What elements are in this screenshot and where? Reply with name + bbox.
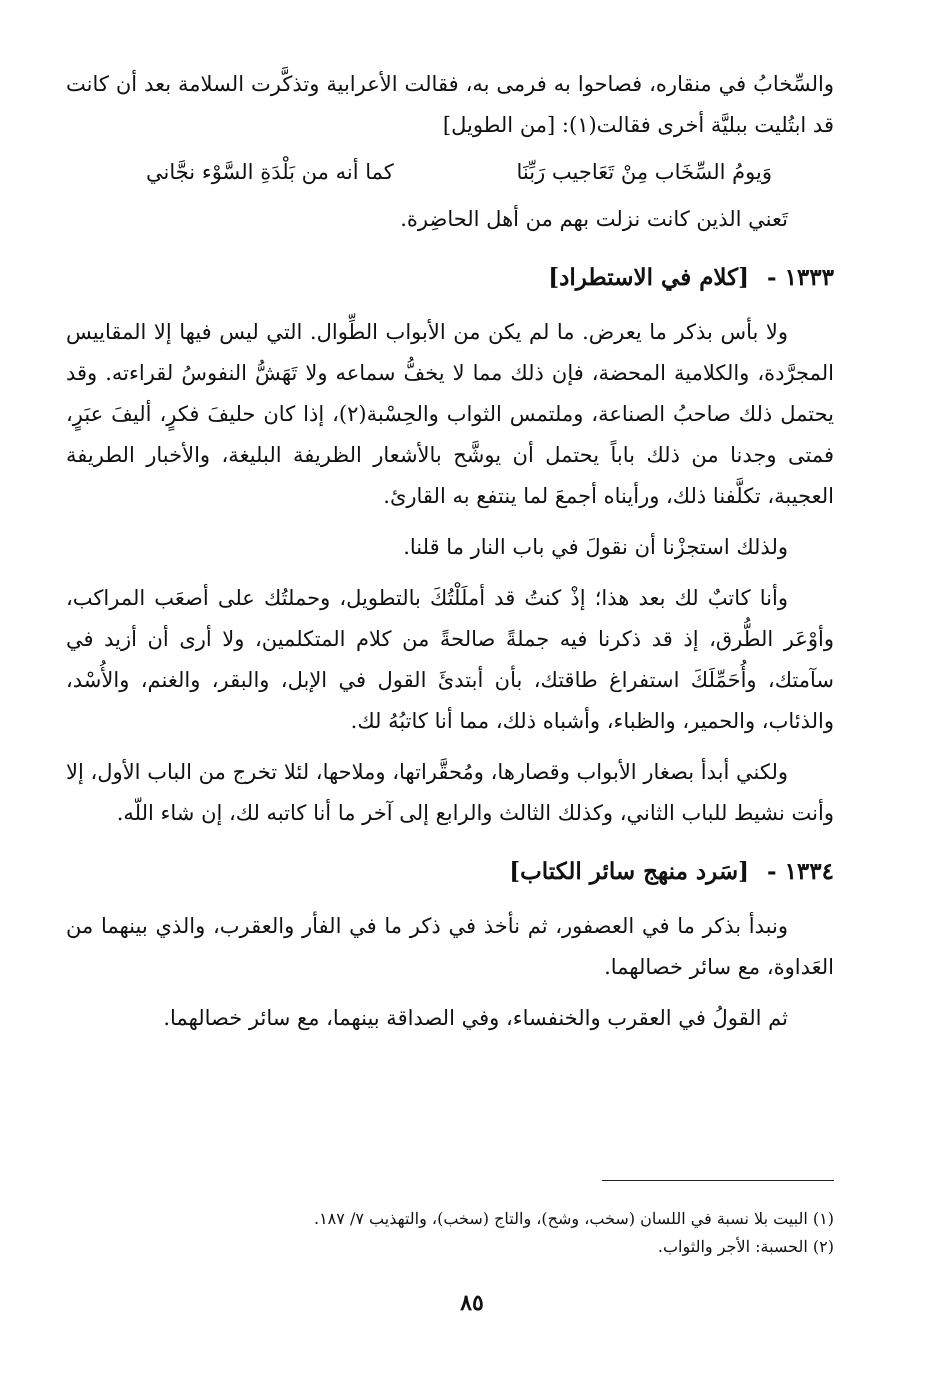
section-title: [سَرد منهج سائر الكتاب] [509, 858, 749, 885]
section-heading-1333 [66, 258, 834, 298]
intro-paragraph: والسِّخابُ في منقاره، فصاحوا به فرمى به، فقالت الأعرابية وتذكَّرت السلامة بعد أن كانت قد ابتُليت ببليَّة أخرى فقالت(١): [من الطويل] [66, 72, 834, 137]
body-paragraph: ولكني أبدأ بصغار الأبواب وقصارها، ومُحقَّراتها، وملاحها، لئلا تخرج من الباب الأول، إلا وأنت نشيط للباب الثاني، وكذلك الثالث والرابع إلى آخر ما أنا كاتبه لك، إن شاء اللّه. [66, 760, 834, 825]
section-heading-1334 [66, 852, 834, 892]
verse-second-hemistich: كما أنه من بَلْدَةِ السَّوْء نجَّاني [146, 160, 394, 184]
verse-explanation: تَعني الذين كانت نزلت بهم من أهل الحاضِرة. [400, 207, 788, 231]
body-paragraph: ولذلك استجزْنا أن نقولَ في باب النار ما قلنا. [403, 535, 788, 559]
footnotes [66, 1205, 834, 1261]
body-paragraph: ثم القولُ في العقرب والخنفساء، وفي الصداقة بينهما، مع سائر خصالهما. [163, 1006, 788, 1030]
section-number: ١٣٣٤ - [767, 858, 834, 885]
body-paragraph: ولا بأس بذكر ما يعرض. ما لم يكن من الأبواب الطِّوال. التي ليس فيها إلا المقاييس المجرَّدة، والكلامية المحضة، فإن ذلك مما لا يخفُّ سماعه ولا تَهَشُّ النفوسُ لقراءته. وقد يحتمل ذلك صاحبُ الصناعة، وملتمس الثواب والحِسْبة(٢)، إذا كان حليفَ فكرٍ، أليفَ عبَرٍ، فمتى وجدنا من ذلك باباً يحتمل أن يوشَّح بالأشعار الظريفة البليغة، والأخبار الطريفة العجيبة، تكلَّفنا ذلك، ورأيناه أجمعَ لما ينتفع به القارئ. [66, 320, 834, 508]
footnote-2: (٢) الحسبة: الأجر والثواب. [657, 1237, 834, 1256]
section-number: ١٣٣٣ - [767, 264, 834, 291]
page-number: ٨٥ [460, 1290, 484, 1316]
footnote-1: (١) البيت بلا نسبة في اللسان (سخب، وشح)، والتاج (سخب)، والتهذيب ٧/ ١٨٧. [313, 1209, 834, 1228]
section-title: [كلام في الاستطراد] [548, 264, 749, 291]
footnote-separator [602, 1180, 834, 1181]
body-paragraph: وأنا كاتبٌ لك بعد هذا؛ إذْ كنتُ قد أملَلْتُكَ بالتطويل، وحملتُك على أصعَب المراكب، وأوْعَر الطُّرق، إذ قد ذكرنا فيه جملةً صالحةً من كلام المتكلمين، ولا أرى أن أزيد في سآمتك، وأُحَمِّلَكَ استفراغ طاقتك، بأن أبتدئَ القول في الإبل، والبقر، والغنم، والأُسْد، والذئاب، والحمير، والظباء، وأشباه ذلك، مما أنا كاتبُهُ لك. [66, 586, 834, 733]
verse-first-hemistich: وَيومُ السِّخَاب مِنْ تَعَاجيب رَبِّنَا [516, 160, 772, 184]
poem-verse [66, 146, 834, 199]
body-paragraph: ونبدأ بذكر ما في العصفور، ثم نأخذ في ذكر ما في الفأر والعقرب، والذي بينهما من العَداوة، مع سائر خصالهما. [66, 914, 834, 979]
